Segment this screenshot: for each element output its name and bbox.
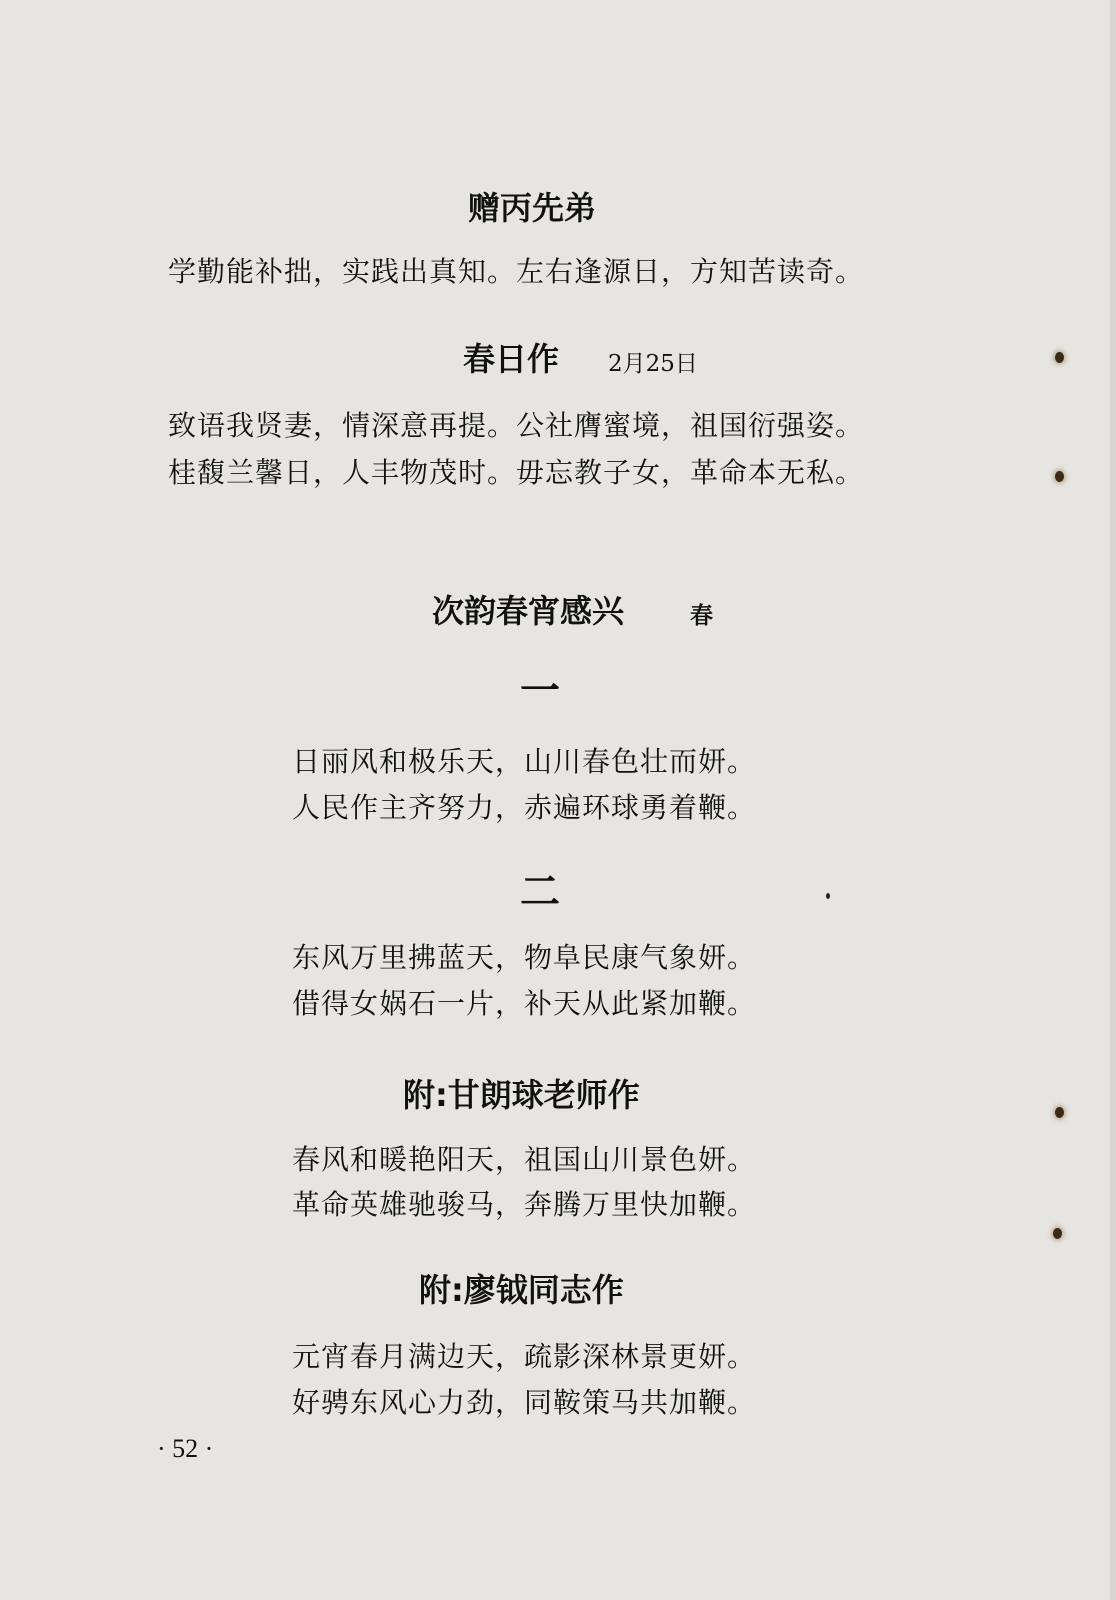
punch-hole	[1055, 352, 1064, 363]
poem-line: 日丽风和极乐天，山川春色壮而妍。	[292, 745, 757, 778]
poem-line: 春风和暖艳阳天，祖国山川景色妍。	[292, 1143, 757, 1176]
poem-title: 春日作	[463, 340, 560, 378]
page-number: · 52 ·	[157, 1434, 214, 1463]
ink-speck	[826, 893, 830, 899]
poem-title: 赠丙先弟	[468, 189, 597, 227]
poem-title: 次韵春宵感兴	[432, 592, 625, 630]
poem-line: 人民作主齐努力，赤遍环球勇着鞭。	[292, 791, 757, 824]
poem-date: 2月25日	[608, 351, 698, 377]
poem-line: 元宵春月满边天，疏影深林景更妍。	[292, 1340, 757, 1373]
poem-line: 桂馥兰馨日，人丰物茂时。毋忘教子女，革命本无私。	[168, 456, 865, 489]
page-edge	[1110, 0, 1116, 1600]
section-number-heading: 一	[520, 668, 560, 714]
section-number-heading: 二	[520, 869, 560, 915]
poem-line: 致语我贤妻，情深意再提。公社膺蜜境，祖国衍强姿。	[168, 409, 865, 442]
punch-hole	[1055, 471, 1064, 482]
poem-line: 学勤能补拙，实践出真知。左右逢源日，方知苦读奇。	[168, 255, 865, 288]
punch-hole	[1053, 1228, 1062, 1239]
poem-line: 好骋东风心力劲，同鞍策马共加鞭。	[292, 1386, 757, 1419]
poem-line: 东风万里拂蓝天，物阜民康气象妍。	[292, 941, 757, 974]
punch-hole	[1055, 1107, 1064, 1118]
appendix-title: 附:甘朗球老师作	[403, 1076, 640, 1114]
appendix-title: 附:廖钺同志作	[419, 1271, 624, 1309]
poem-line: 借得女娲石一片，补天从此紧加鞭。	[292, 987, 757, 1020]
poem-author-note: 春	[690, 602, 713, 629]
poem-line: 革命英雄驰骏马，奔腾万里快加鞭。	[292, 1188, 757, 1221]
